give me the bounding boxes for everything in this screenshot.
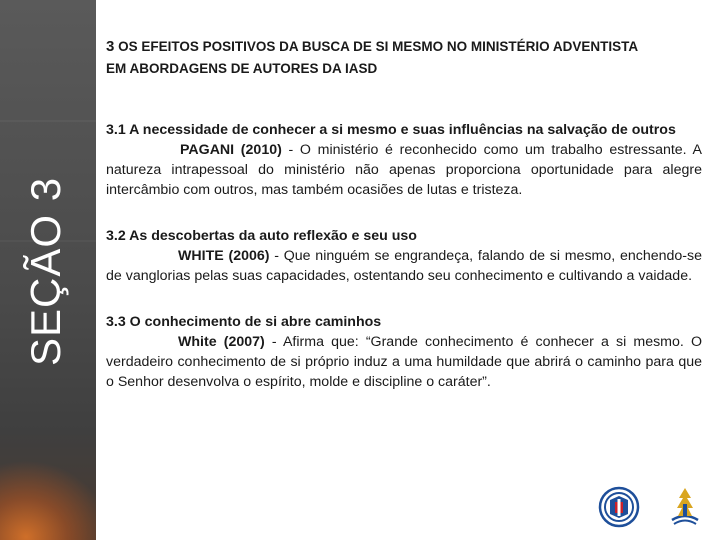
section-title: 3.1 A necessidade de conhecer a si mesmo e suas influências na salvação de outros	[106, 122, 676, 138]
section-paragraph	[106, 140, 702, 200]
paragraph-text: - Que ninguém se engrandeça, falando de si mesmo, enchendo-se de vanglorias pelas suas capacidades, ostentando seu conhecimento e cultivando a vaidade.	[106, 248, 702, 284]
heading-line-1: OS EFEITOS POSITIVOS DA BUSCA DE SI MESMO NO MINISTÉRIO ADVENTISTA	[118, 39, 639, 54]
section-paragraph	[106, 332, 702, 392]
section-label: SEÇÃO 3	[22, 176, 69, 366]
adventist-church-logo-icon	[664, 484, 706, 528]
section-title: 3.2 As descobertas da auto reflexão e seu uso	[106, 228, 417, 244]
paragraph-text: - Afirma que: “Grande conhecimento é conhecer a si mesmo. O verdadeiro conhecimento de si próprio induz a uma humildade que abrirá o caminho para que o Senhor desenvolva o espírito, molde e discipline o caráter”.	[106, 334, 702, 390]
author-citation: PAGANI (2010)	[180, 142, 282, 158]
sidebar	[0, 0, 96, 540]
content-area	[106, 36, 702, 418]
heading-number: 3	[106, 38, 115, 55]
page-heading	[106, 36, 702, 80]
author-citation: WHITE (2006)	[178, 248, 270, 264]
sidebar-glow	[0, 460, 96, 540]
logos	[598, 484, 706, 528]
section-title: 3.3 O conhecimento de si abre caminhos	[106, 314, 382, 330]
paragraph-text: - O ministério é reconhecido como um trabalho estressante. A natureza intrapessoal do ministério não apenas proporciona oportunidade para alegre intercâmbio com outros, mas também ocasiões de lutas e tristeza.	[106, 142, 702, 198]
institution-logo-icon	[598, 486, 640, 528]
heading-line-2: EM ABORDAGENS DE AUTORES DA IASD	[106, 61, 378, 76]
sidebar-stripe	[0, 120, 96, 122]
author-citation: White (2007)	[178, 334, 265, 350]
section-paragraph	[106, 246, 702, 286]
